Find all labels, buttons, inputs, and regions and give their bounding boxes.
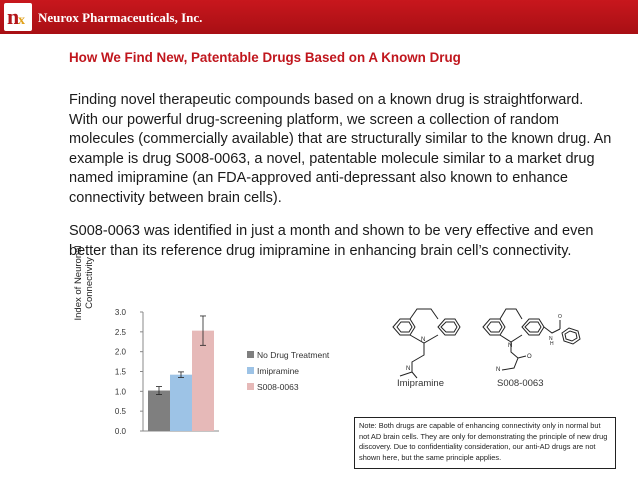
imipramine-label: Imipramine [397,378,444,389]
chart-legend [247,349,329,397]
company-logo: n x [4,3,32,31]
legend-swatch-imipramine [247,367,254,374]
s008-0063-label: S008-0063 [497,378,544,389]
header-bar [0,0,638,34]
legend-swatch-s008 [247,383,254,390]
y-tick-label: 3.0 [114,308,126,317]
legend-item [247,349,329,365]
svg-text:N: N [406,366,411,372]
s008-0063-structure [478,300,588,380]
y-tick-label: 2.5 [114,327,126,337]
svg-text:N: N [496,367,501,373]
svg-text:N: N [549,336,553,342]
imipramine-structure [384,300,479,380]
svg-text:N: N [421,337,426,343]
bar [148,391,170,431]
y-tick-label: 2.0 [114,347,126,357]
legend-item [247,381,329,397]
svg-text:O: O [558,314,562,320]
intro-paragraph: Finding novel therapeutic compounds based on a known drug is straightforward. With our powerful drug-screening platform, we screen a collection of random molecules (commercially available) that are structurally similar to the known drug. An example is drug S008-0063, a novel, patentable molecule similar to a market drug named imipramine (an FDA-approved anti-depressant also known to enhance connectivity between brain cells). [69,92,612,206]
svg-text:N: N [508,343,513,349]
company-name: Neurox Pharmaceuticals, Inc. [38,10,203,25]
bar [170,375,192,431]
result-paragraph: S008-0063 was identified in just a month and shown to be very effective and even better than its reference drug imipramine in enhancing brain cell’s connectivity. [69,223,594,259]
svg-text:O: O [527,354,532,360]
y-tick-label: 1.5 [114,367,126,377]
legend-item [247,365,329,381]
chart-y-axis-label: Index of Neuronal Connectivity [73,245,95,321]
disclaimer-note: Note: Both drugs are capable of enhancing connectivity only in normal but not AD brain cells. They are only for demonstrating the principle of new drug discovery. Due to confidentiality consideration, our anti-AD drugs are not shown here, but the same principle applies. [354,417,616,469]
y-tick-label: 0.0 [114,427,126,436]
legend-label: S008-0063 [257,382,299,392]
y-tick-label: 0.5 [114,407,126,417]
connectivity-bar-chart [100,300,250,445]
slide-headline: How We Find New, Patentable Drugs Based on A Known Drug [69,50,461,65]
legend-label: No Drug Treatment [257,350,330,360]
svg-text:H: H [550,341,554,347]
legend-swatch-no-drug [247,351,254,358]
legend-label: Imipramine [257,366,300,376]
y-tick-label: 1.0 [114,387,126,397]
